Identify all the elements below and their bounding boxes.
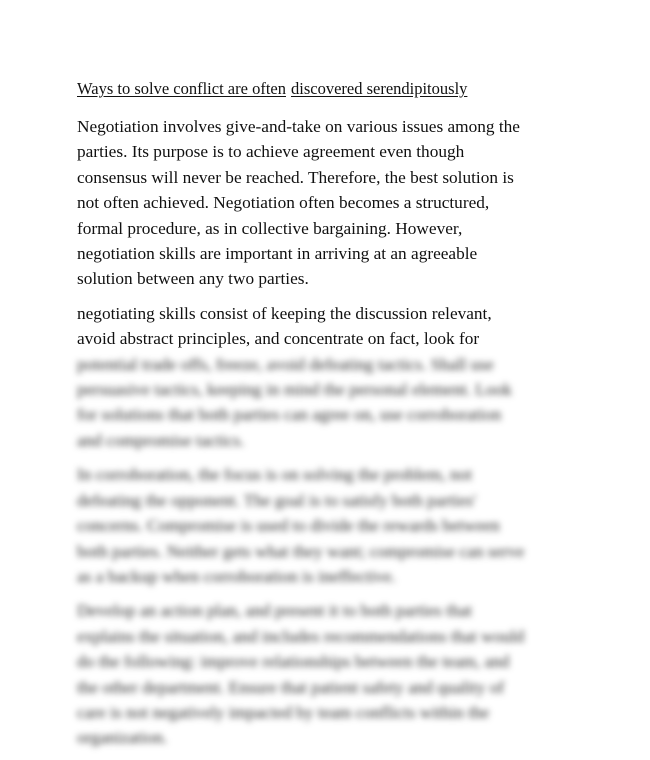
- paragraph-line: not often achieved. Negotiation often becomes a structured,: [77, 193, 490, 213]
- paragraph-line: consensus will never be reached. Therefore, the best solution is: [77, 167, 514, 187]
- heading-part-1: Ways to solve conflict are often: [77, 79, 286, 98]
- document-page: [77, 78, 577, 760]
- document-heading: [77, 78, 577, 100]
- paragraph-negotiating-skills: [77, 301, 577, 453]
- blurred-text-continuation: potential trade offs, freeze, avoid defeating tactics. Shall use persuasive tactics, keeping in mind the personal element. Look for solutions that both parties can agree on, use corroboration and compromise tactics.: [77, 354, 512, 450]
- paragraph-line: avoid abstract principles, and concentrate on fact, look for: [77, 329, 480, 349]
- blurred-paragraph: In corroboration, the focus is on solving the problem, not defeating the opponent. The goal is to satisfy both parties' concerns. Compromise is used to divide the rewards between both parties. Neither gets what they want; compromise can serve as a backup when corroboration is ineffective.: [77, 465, 525, 586]
- paragraph-line: negotiation skills are important in arriving at an agreeable: [77, 244, 478, 264]
- paragraph-negotiation: [77, 114, 577, 292]
- paragraph-line: solution between any two parties.: [77, 269, 309, 289]
- heading-part-2: discovered serendipitously: [290, 79, 468, 98]
- paragraph-line: negotiating skills consist of keeping the discussion relevant,: [77, 303, 492, 323]
- paragraph-line: formal procedure, as in collective bargaining. However,: [77, 218, 463, 238]
- paragraph-line: Negotiation involves give-and-take on various issues among the: [77, 117, 520, 136]
- blurred-paragraph: Develop an action plan, and present it to both parties that explains the situation, and includes recommendations that would do the following: improve relationships between the team, and the other department. Ensure that patient safety and quality of care is not negatively impacted by team conflicts within the organization.: [77, 601, 525, 748]
- paragraph-line: parties. Its purpose is to achieve agreement even though: [77, 142, 465, 162]
